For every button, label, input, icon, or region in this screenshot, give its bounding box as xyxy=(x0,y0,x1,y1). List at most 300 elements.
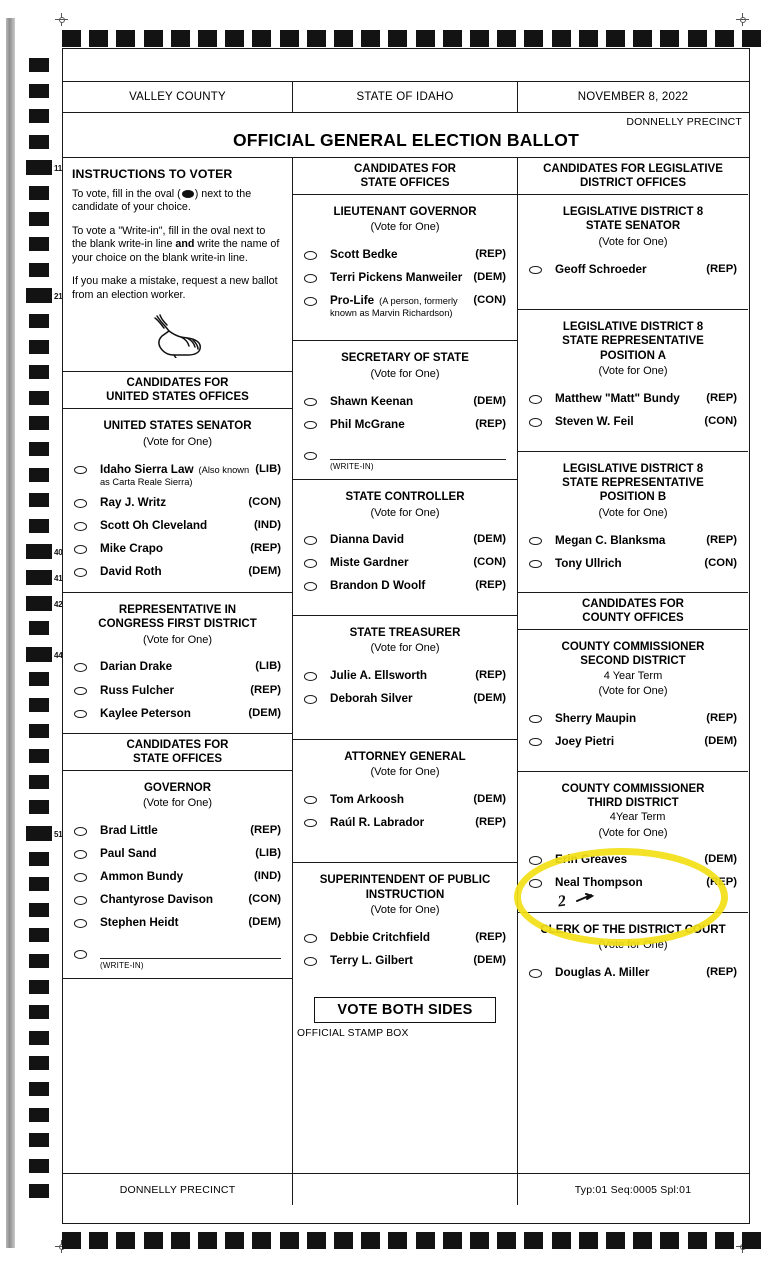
candidate-name: Stephen Heidt xyxy=(100,916,179,930)
timing-mark xyxy=(334,30,353,47)
contest-vote-for: (Vote for One) xyxy=(142,633,213,646)
timing-mark xyxy=(29,263,49,277)
candidate-row[interactable] xyxy=(518,258,748,281)
candidate-party: (REP) xyxy=(475,579,506,592)
candidate-row[interactable] xyxy=(63,912,292,935)
timing-mark xyxy=(361,30,380,47)
timing-mark xyxy=(29,1082,49,1096)
candidate-name: Douglas A. Miller xyxy=(555,966,650,980)
choices-us-representative xyxy=(63,647,292,727)
contest-title: CLERK OF THE DISTRICT COURT xyxy=(540,923,726,936)
timing-mark xyxy=(144,1232,163,1249)
timing-mark xyxy=(225,1232,244,1249)
vote-oval[interactable] xyxy=(529,537,542,546)
header-date: NOVEMBER 8, 2022 xyxy=(517,82,748,112)
contest-vote-for: (Vote for One) xyxy=(598,365,668,378)
timing-mark xyxy=(497,30,516,47)
vote-oval[interactable] xyxy=(529,969,542,978)
contest-secretary-of-state xyxy=(293,341,517,480)
vote-oval[interactable] xyxy=(74,466,87,475)
vote-oval[interactable] xyxy=(304,421,317,430)
timing-mark xyxy=(29,493,49,507)
candidate-row[interactable] xyxy=(518,388,748,411)
timing-mark xyxy=(29,212,49,226)
filled-oval-example xyxy=(182,190,194,198)
candidate-row[interactable] xyxy=(293,267,517,290)
contest-vote-for: (Vote for One) xyxy=(370,642,440,655)
candidate-name: Megan C. Blanksma xyxy=(555,533,666,547)
candidate-row[interactable] xyxy=(293,390,517,413)
scanner-edge-artifact xyxy=(6,18,15,1248)
timing-mark xyxy=(29,698,49,712)
timing-mark xyxy=(552,1232,571,1249)
timing-mark xyxy=(688,30,707,47)
candidate-party: (REP) xyxy=(475,417,506,430)
contest-vote-for: (Vote for One) xyxy=(370,904,440,917)
candidate-row[interactable] xyxy=(518,872,748,895)
candidate-name: Miste Gardner xyxy=(330,556,409,570)
ballot-columns xyxy=(63,157,749,1173)
timing-mark-number: 42 xyxy=(54,599,63,609)
contest-vote-for: (Vote for One) xyxy=(598,685,668,698)
timing-mark-number: 40 xyxy=(54,548,63,558)
choices-state-rep-position-a xyxy=(518,379,748,436)
footer-row xyxy=(63,1173,749,1205)
contest-title: COUNTY COMMISSIONER SECOND DISTRICT xyxy=(561,641,705,668)
timing-mark xyxy=(29,314,49,328)
candidate-party: (REP) xyxy=(475,931,506,943)
contest-vote-for: (Vote for One) xyxy=(598,939,668,952)
vote-oval[interactable] xyxy=(304,297,317,306)
vote-oval[interactable] xyxy=(74,873,87,882)
writein-oval[interactable] xyxy=(304,452,317,461)
timing-mark xyxy=(144,30,163,47)
vote-oval[interactable] xyxy=(304,672,317,681)
timing-mark xyxy=(606,1232,625,1249)
timing-mark xyxy=(116,1232,135,1249)
timing-mark xyxy=(524,30,543,47)
candidate-party: (IND) xyxy=(254,870,281,883)
contest-vote-for: (Vote for One) xyxy=(370,367,440,380)
timing-mark xyxy=(171,30,190,47)
timing-mark xyxy=(29,1184,49,1198)
contest-vote-for: (Vote for One) xyxy=(142,435,213,448)
contest-us-senator xyxy=(63,409,292,592)
candidate-row[interactable] xyxy=(63,679,292,702)
ballot-sheet xyxy=(62,48,750,1224)
candidate-row[interactable] xyxy=(63,656,292,679)
timing-mark xyxy=(29,1031,49,1045)
timing-mark xyxy=(579,1232,598,1249)
term-printed-rest: Year Term xyxy=(615,811,666,824)
footer-codes: Typ:01 Seq:0005 Spl:01 xyxy=(517,1174,748,1205)
timing-mark xyxy=(198,30,217,47)
timing-mark xyxy=(29,1133,49,1147)
banner-legislative-offices: CANDIDATES FOR LEGISLATIVE DISTRICT OFFICES xyxy=(518,158,748,195)
choices-secretary-of-state xyxy=(293,381,517,438)
candidate-party: (DEM) xyxy=(473,533,506,546)
timing-mark xyxy=(742,30,761,47)
timing-mark xyxy=(443,1232,462,1249)
candidate-row[interactable] xyxy=(63,561,292,584)
contest-vote-for: (Vote for One) xyxy=(598,235,668,248)
column-middle xyxy=(292,158,517,1173)
vote-oval[interactable] xyxy=(74,568,87,577)
candidate-row[interactable] xyxy=(293,811,517,834)
candidate-row[interactable] xyxy=(518,529,748,552)
candidate-row[interactable] xyxy=(63,458,292,492)
writein-label: (WRITE-IN) xyxy=(100,960,144,970)
candidate-name: Phil McGrane xyxy=(330,417,405,431)
header-county: VALLEY COUNTY xyxy=(129,91,226,103)
candidate-name: Raúl R. Labrador xyxy=(330,815,425,829)
legislative-offices-section xyxy=(518,158,748,310)
contest-clerk-of-district-court xyxy=(518,913,748,1027)
timing-mark xyxy=(29,1005,49,1019)
candidate-row[interactable] xyxy=(293,413,517,436)
timing-mark xyxy=(443,30,462,47)
term-printed-digit: 4 xyxy=(609,811,616,824)
timing-mark xyxy=(29,237,49,251)
candidate-name: Julie A. Ellsworth xyxy=(330,669,427,683)
candidate-party: (REP) xyxy=(475,248,506,261)
candidate-name: Ammon Bundy xyxy=(100,870,184,884)
instructions-heading: INSTRUCTIONS TO VOTER xyxy=(72,167,233,181)
timing-mark-number: 11 xyxy=(54,164,63,174)
vote-oval[interactable] xyxy=(304,582,317,591)
vote-oval[interactable] xyxy=(304,957,317,966)
registration-mark-top-left xyxy=(55,13,68,26)
candidate-row[interactable] xyxy=(63,515,292,538)
timing-mark xyxy=(280,30,299,47)
contest-commissioner-second-district xyxy=(518,630,748,770)
candidate-row[interactable] xyxy=(63,702,292,725)
candidate-name: Terri Pickens Manweiler xyxy=(330,271,463,285)
timing-mark xyxy=(26,544,52,559)
timing-mark xyxy=(29,84,49,98)
timing-mark-number: 51 xyxy=(54,830,63,839)
vote-oval[interactable] xyxy=(74,919,87,928)
contest-state-rep-position-b xyxy=(518,452,748,593)
candidate-name: Deborah Silver xyxy=(330,692,413,706)
candidate-party: (REP) xyxy=(706,533,737,546)
header-title-row xyxy=(63,112,749,157)
state-offices-section-left xyxy=(63,734,292,979)
candidate-row[interactable] xyxy=(293,665,517,688)
timing-mark xyxy=(29,391,49,405)
choices-attorney-general xyxy=(293,779,517,836)
candidate-party: (CON) xyxy=(704,556,737,569)
instructions-paragraph-3: If you make a mistake, request a new ballot from an election worker. xyxy=(72,275,278,301)
candidate-name: Brad Little xyxy=(100,824,158,838)
candidate-party: (DEM) xyxy=(248,706,281,719)
timing-mark xyxy=(62,30,81,47)
timing-mark xyxy=(26,288,52,303)
contest-state-controller xyxy=(293,480,517,616)
banner-county-offices: CANDIDATES FOR COUNTY OFFICES xyxy=(518,593,748,630)
candidate-row[interactable] xyxy=(518,552,748,575)
contest-attorney-general xyxy=(293,740,517,864)
timing-mark xyxy=(116,30,135,47)
vote-oval[interactable] xyxy=(304,274,317,283)
timing-mark xyxy=(29,186,49,200)
instructions-paragraph-1: To vote, fill in the oval ( ) next to the candidate of your choice. xyxy=(72,188,252,214)
candidate-party: (REP) xyxy=(250,542,281,555)
contest-governor xyxy=(63,771,292,978)
timing-mark xyxy=(26,160,52,175)
candidate-row[interactable] xyxy=(518,707,748,730)
candidate-party: (DEM) xyxy=(704,853,737,866)
candidate-party: (CON) xyxy=(704,415,737,428)
candidate-row[interactable] xyxy=(293,788,517,811)
timing-mark xyxy=(579,30,598,47)
precinct-label-top: DONNELLY PRECINCT xyxy=(626,116,742,128)
writein-governor[interactable] xyxy=(63,937,292,972)
contest-term: 4 Year Term xyxy=(603,669,663,682)
timing-mark xyxy=(29,903,49,917)
candidate-row[interactable] xyxy=(293,950,517,973)
banner-us-offices: CANDIDATES FOR UNITED STATES OFFICES xyxy=(63,372,292,409)
candidate-name: Mike Crapo xyxy=(100,542,163,556)
timing-mark xyxy=(416,30,435,47)
candidate-alias-head: (Also known xyxy=(198,464,250,475)
candidate-row[interactable] xyxy=(293,244,517,267)
timing-mark xyxy=(26,647,52,662)
contest-title: STATE CONTROLLER xyxy=(345,491,465,504)
timing-mark xyxy=(89,30,108,47)
candidate-name: Paul Sand xyxy=(100,847,157,861)
candidate-row[interactable] xyxy=(518,849,748,872)
candidate-party: (REP) xyxy=(475,815,506,828)
candidate-row[interactable] xyxy=(63,889,292,912)
us-offices-section xyxy=(63,372,292,593)
contest-title: LEGISLATIVE DISTRICT 8 STATE REPRESENTATIVE POSITION B xyxy=(562,462,704,504)
contest-vote-for: (Vote for One) xyxy=(370,766,440,779)
candidate-party: (REP) xyxy=(250,683,281,696)
timing-mark xyxy=(29,877,49,891)
candidate-alias-tail: as Carta Reale Sierra) xyxy=(100,476,193,487)
header-state: STATE OF IDAHO xyxy=(292,82,517,112)
contest-title: SUPERINTENDENT OF PUBLIC INSTRUCTION xyxy=(319,874,491,901)
candidate-party: (DEM) xyxy=(248,916,281,929)
timing-mark xyxy=(742,1232,761,1249)
timing-mark xyxy=(470,1232,489,1249)
instructions-section xyxy=(63,158,292,372)
timing-mark xyxy=(334,1232,353,1249)
instructions-paragraph-2: To vote a "Write-in", fill in the oval next to the blank write-in line and write the name of your choice on the blank write-in line. xyxy=(72,224,280,264)
timing-mark xyxy=(29,621,49,635)
vote-oval[interactable] xyxy=(529,879,542,888)
contest-title: GOVERNOR xyxy=(143,782,212,795)
timing-mark xyxy=(62,1232,81,1249)
column-right xyxy=(517,158,748,1173)
vote-both-sides-notice: VOTE BOTH SIDES xyxy=(314,997,495,1023)
candidate-party: (REP) xyxy=(706,392,737,405)
timing-mark xyxy=(29,135,49,149)
choices-superintendent xyxy=(293,918,517,975)
contest-title: COUNTY COMMISSIONER THIRD DISTRICT xyxy=(561,782,705,809)
vote-oval[interactable] xyxy=(304,934,317,943)
contest-term xyxy=(518,810,748,824)
timing-mark xyxy=(29,724,49,738)
timing-mark xyxy=(29,852,49,866)
footer-precinct: DONNELLY PRECINCT xyxy=(119,1183,236,1196)
vote-oval[interactable] xyxy=(529,738,542,747)
timing-mark xyxy=(660,1232,679,1249)
timing-mark xyxy=(171,1232,190,1249)
candidate-row[interactable] xyxy=(63,866,292,889)
timing-mark xyxy=(715,1232,734,1249)
timing-mark xyxy=(29,1108,49,1122)
candidate-row[interactable] xyxy=(518,730,748,753)
candidate-row[interactable] xyxy=(293,529,517,552)
choices-us-senator xyxy=(63,449,292,586)
official-stamp-box-label: OFFICIAL STAMP BOX xyxy=(297,1027,409,1039)
page-title: OFFICIAL GENERAL ELECTION BALLOT xyxy=(232,130,580,150)
candidate-party: (REP) xyxy=(475,669,506,682)
candidate-party: (REP) xyxy=(706,966,737,979)
pointing-hand-icon xyxy=(72,312,283,369)
choices-clerk-of-district-court xyxy=(518,953,748,987)
candidate-name: Neal Thompson xyxy=(555,876,643,890)
vote-oval[interactable] xyxy=(529,266,542,275)
choices-commissioner-second-district xyxy=(518,698,748,755)
candidate-row[interactable] xyxy=(293,927,517,950)
vote-oval[interactable] xyxy=(74,827,87,836)
vote-oval[interactable] xyxy=(304,251,317,260)
timing-mark xyxy=(361,1232,380,1249)
timing-mark xyxy=(416,1232,435,1249)
candidate-row[interactable] xyxy=(293,688,517,711)
vote-oval[interactable] xyxy=(529,715,542,724)
candidate-name: Shawn Keenan xyxy=(330,394,414,408)
timing-mark xyxy=(497,1232,516,1249)
candidate-row[interactable] xyxy=(293,575,517,598)
contest-vote-for: (Vote for One) xyxy=(370,506,440,519)
timing-mark xyxy=(29,1159,49,1173)
writein-oval[interactable] xyxy=(74,950,87,959)
candidate-party: (DEM) xyxy=(473,394,506,407)
candidate-row[interactable] xyxy=(63,843,292,866)
timing-mark xyxy=(29,442,49,456)
vote-oval[interactable] xyxy=(304,559,317,568)
state-offices-section-middle xyxy=(293,158,517,341)
candidate-row[interactable] xyxy=(518,962,748,985)
vote-oval[interactable] xyxy=(74,522,87,531)
vote-oval[interactable] xyxy=(304,536,317,545)
candidate-party: (IND) xyxy=(254,519,281,532)
vote-oval[interactable] xyxy=(74,499,87,508)
candidate-row[interactable] xyxy=(63,820,292,843)
candidate-name: Sherry Maupin xyxy=(555,711,637,725)
candidate-party: (LIB) xyxy=(255,660,281,673)
candidate-name: Idaho Sierra Law (Also known as Carta Reale Sierra) xyxy=(100,462,250,487)
contest-title: UNITED STATES SENATOR xyxy=(103,420,252,433)
candidate-name: David Roth xyxy=(100,565,162,579)
timing-mark xyxy=(29,58,49,72)
candidate-row[interactable] xyxy=(293,552,517,575)
timing-mark xyxy=(29,468,49,482)
vote-oval[interactable] xyxy=(74,896,87,905)
timing-mark xyxy=(633,1232,652,1249)
candidate-name: Tony Ullrich xyxy=(555,556,622,570)
contest-title: ATTORNEY GENERAL xyxy=(344,750,466,763)
vote-oval[interactable] xyxy=(529,418,542,427)
timing-mark xyxy=(26,570,52,585)
candidate-name: Scott Oh Cleveland xyxy=(100,519,208,533)
vote-oval[interactable] xyxy=(529,395,542,404)
vote-oval[interactable] xyxy=(304,398,317,407)
writein-label: (WRITE-IN) xyxy=(330,462,374,472)
candidate-party: (DEM) xyxy=(704,734,737,747)
vote-oval[interactable] xyxy=(304,819,317,828)
candidate-name: Dianna David xyxy=(330,533,405,547)
choices-state-controller xyxy=(293,520,517,600)
banner-state-offices-middle: CANDIDATES FOR STATE OFFICES xyxy=(293,158,517,195)
vote-oval[interactable] xyxy=(304,796,317,805)
timing-mark xyxy=(470,30,489,47)
candidate-alias-tail: known as Marvin Richardson) xyxy=(330,308,453,319)
candidate-name: Brandon D Woolf xyxy=(330,579,426,593)
candidate-name: Chantyrose Davison xyxy=(100,893,214,907)
candidate-name: Steven W. Feil xyxy=(555,415,634,429)
timing-mark xyxy=(198,1232,217,1249)
timing-mark-number: 21 xyxy=(54,292,63,302)
choices-state-rep-position-b xyxy=(518,520,748,577)
contest-state-rep-position-a xyxy=(518,310,748,451)
header-blank-strip xyxy=(63,49,749,81)
candidate-party: (DEM) xyxy=(473,271,506,284)
handwritten-digit-2-annotation: 2 xyxy=(556,892,568,911)
candidate-name: Tom Arkoosh xyxy=(330,792,405,806)
timing-mark xyxy=(29,416,49,430)
candidate-row[interactable] xyxy=(518,411,748,434)
candidate-name: Ray J. Writz xyxy=(100,496,167,510)
timing-mark xyxy=(29,775,49,789)
vote-oval[interactable] xyxy=(74,545,87,554)
vote-oval[interactable] xyxy=(74,687,87,696)
writein-line[interactable] xyxy=(100,945,281,959)
timing-mark xyxy=(225,30,244,47)
contest-commissioner-third-district xyxy=(518,772,748,913)
writein-secretary-of-state[interactable] xyxy=(293,438,517,473)
contest-title: LEGISLATIVE DISTRICT 8 STATE SENATOR xyxy=(562,206,704,233)
candidate-name: Kaylee Peterson xyxy=(100,706,191,720)
contest-state-treasurer xyxy=(293,616,517,740)
timing-mark xyxy=(29,519,49,533)
column-left xyxy=(63,158,292,1173)
registration-mark-top-right xyxy=(736,13,749,26)
vote-oval[interactable] xyxy=(74,850,87,859)
candidate-party: (CON) xyxy=(248,893,281,906)
vote-oval[interactable] xyxy=(529,560,542,569)
timing-mark-number: 44 xyxy=(54,650,63,660)
candidate-party: (CON) xyxy=(248,496,281,509)
timing-mark xyxy=(29,928,49,942)
vote-oval[interactable] xyxy=(74,663,87,672)
candidate-row[interactable] xyxy=(63,492,292,515)
candidate-row[interactable] xyxy=(293,290,517,324)
writein-line[interactable] xyxy=(330,446,506,460)
contest-state-senator xyxy=(518,195,748,309)
candidate-name: Pro-Life (A person, formerly known as Marvin Richardson) xyxy=(317,294,467,319)
vote-oval[interactable] xyxy=(304,695,317,704)
timing-mark xyxy=(280,1232,299,1249)
banner-state-offices-left: CANDIDATES FOR STATE OFFICES xyxy=(63,734,292,771)
vote-oval[interactable] xyxy=(529,856,542,865)
candidate-row[interactable] xyxy=(63,538,292,561)
vote-oval[interactable] xyxy=(74,710,87,719)
